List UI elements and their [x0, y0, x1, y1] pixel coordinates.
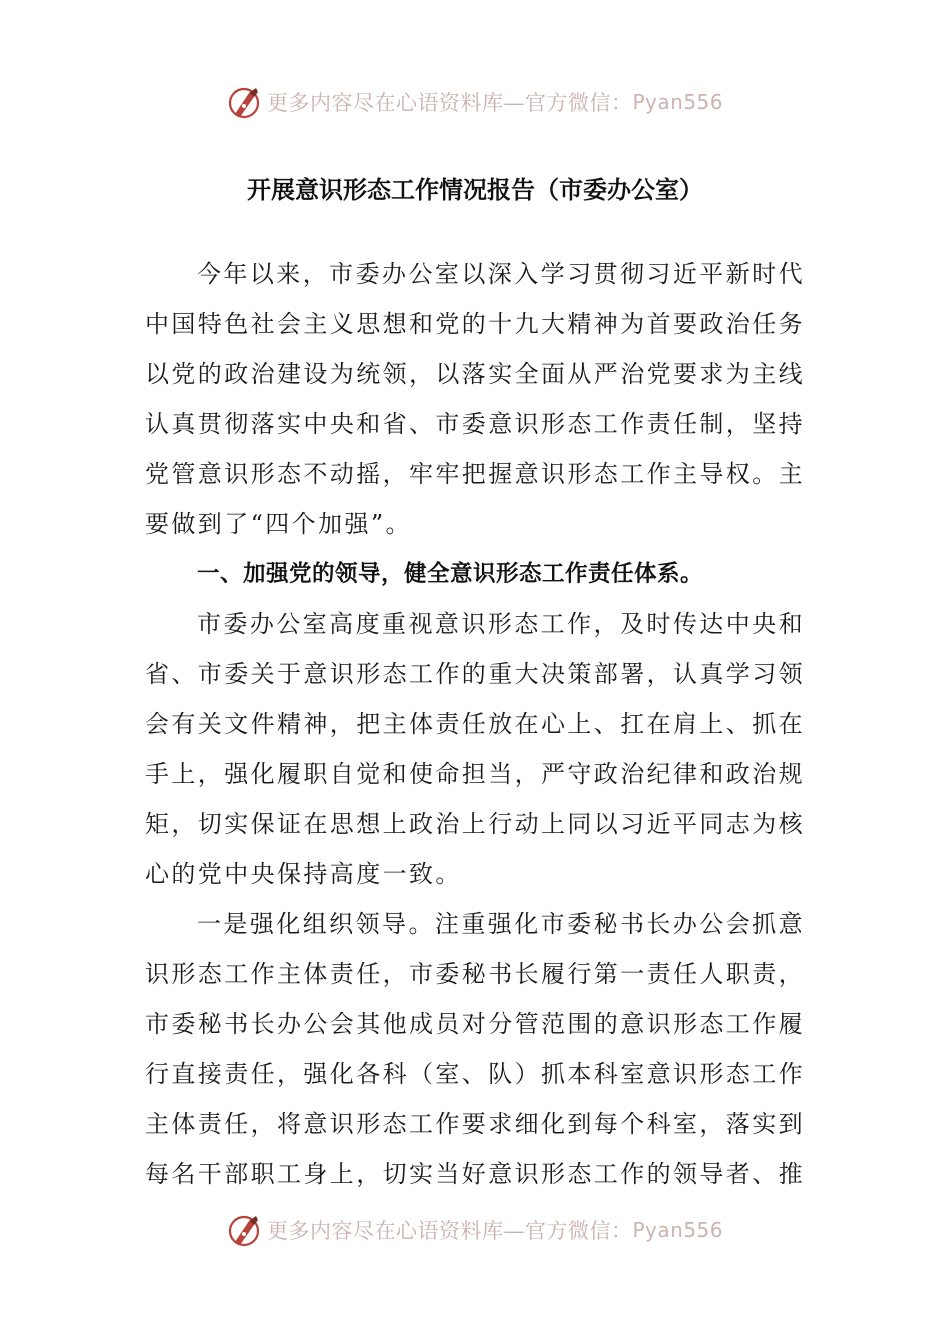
pen-nib-logo-icon	[227, 84, 263, 120]
document-title: 开展意识形态工作情况报告（市委办公室）	[247, 176, 703, 204]
watermark-text: 更多内容尽在心语资料库—官方微信：	[266, 1219, 633, 1243]
document-body	[145, 249, 805, 1199]
section-heading: 一、加强党的领导，健全意识形态工作责任体系。	[197, 561, 704, 587]
watermark-wechat-id: Pyan556	[632, 90, 723, 114]
intro-paragraph: 今年以来，市委办公室以深入学习贯彻习近平新时代中国特色社会主义思想和党的十九大精神为首要政治任务以党的政治建设为统领，以落实全面从严治党要求为主线认真贯彻落实中央和省、市委意识形态工作责任制，坚持党管意识形态不动摇，牢牢把握意识形态工作主导权。主要做到了“四个加强”。	[145, 260, 805, 538]
body-paragraph: 市委办公室高度重视意识形态工作，及时传达中央和省、市委关于意识形态工作的重大决策部署，认真学习领会有关文件精神，把主体责任放在心上、扛在肩上、抓在手上，强化履职自觉和使命担当，严守政治纪律和政治规矩，切实保证在思想上政治上行动上同以习近平同志为核心的党中央保持高度一致。	[145, 610, 805, 888]
header-watermark	[0, 82, 950, 122]
pen-nib-logo-icon	[227, 1212, 263, 1248]
watermark-wechat-id: Pyan556	[632, 1218, 723, 1242]
watermark-text: 更多内容尽在心语资料库—官方微信：	[266, 91, 633, 115]
body-paragraph: 一是强化组织领导。注重强化市委秘书长办公会抓意识形态工作主体责任，市委秘书长履行第一责任人职责，市委秘书长办公会其他成员对分管范围的意识形态工作履行直接责任，强化各科（室、队）抓本科室意识形态工作主体责任，将意识形态工作要求细化到每个科室，落实到每名干部职工身上，切实当好意识形态工作的领导者、推	[145, 910, 805, 1188]
footer-watermark	[0, 1210, 950, 1250]
